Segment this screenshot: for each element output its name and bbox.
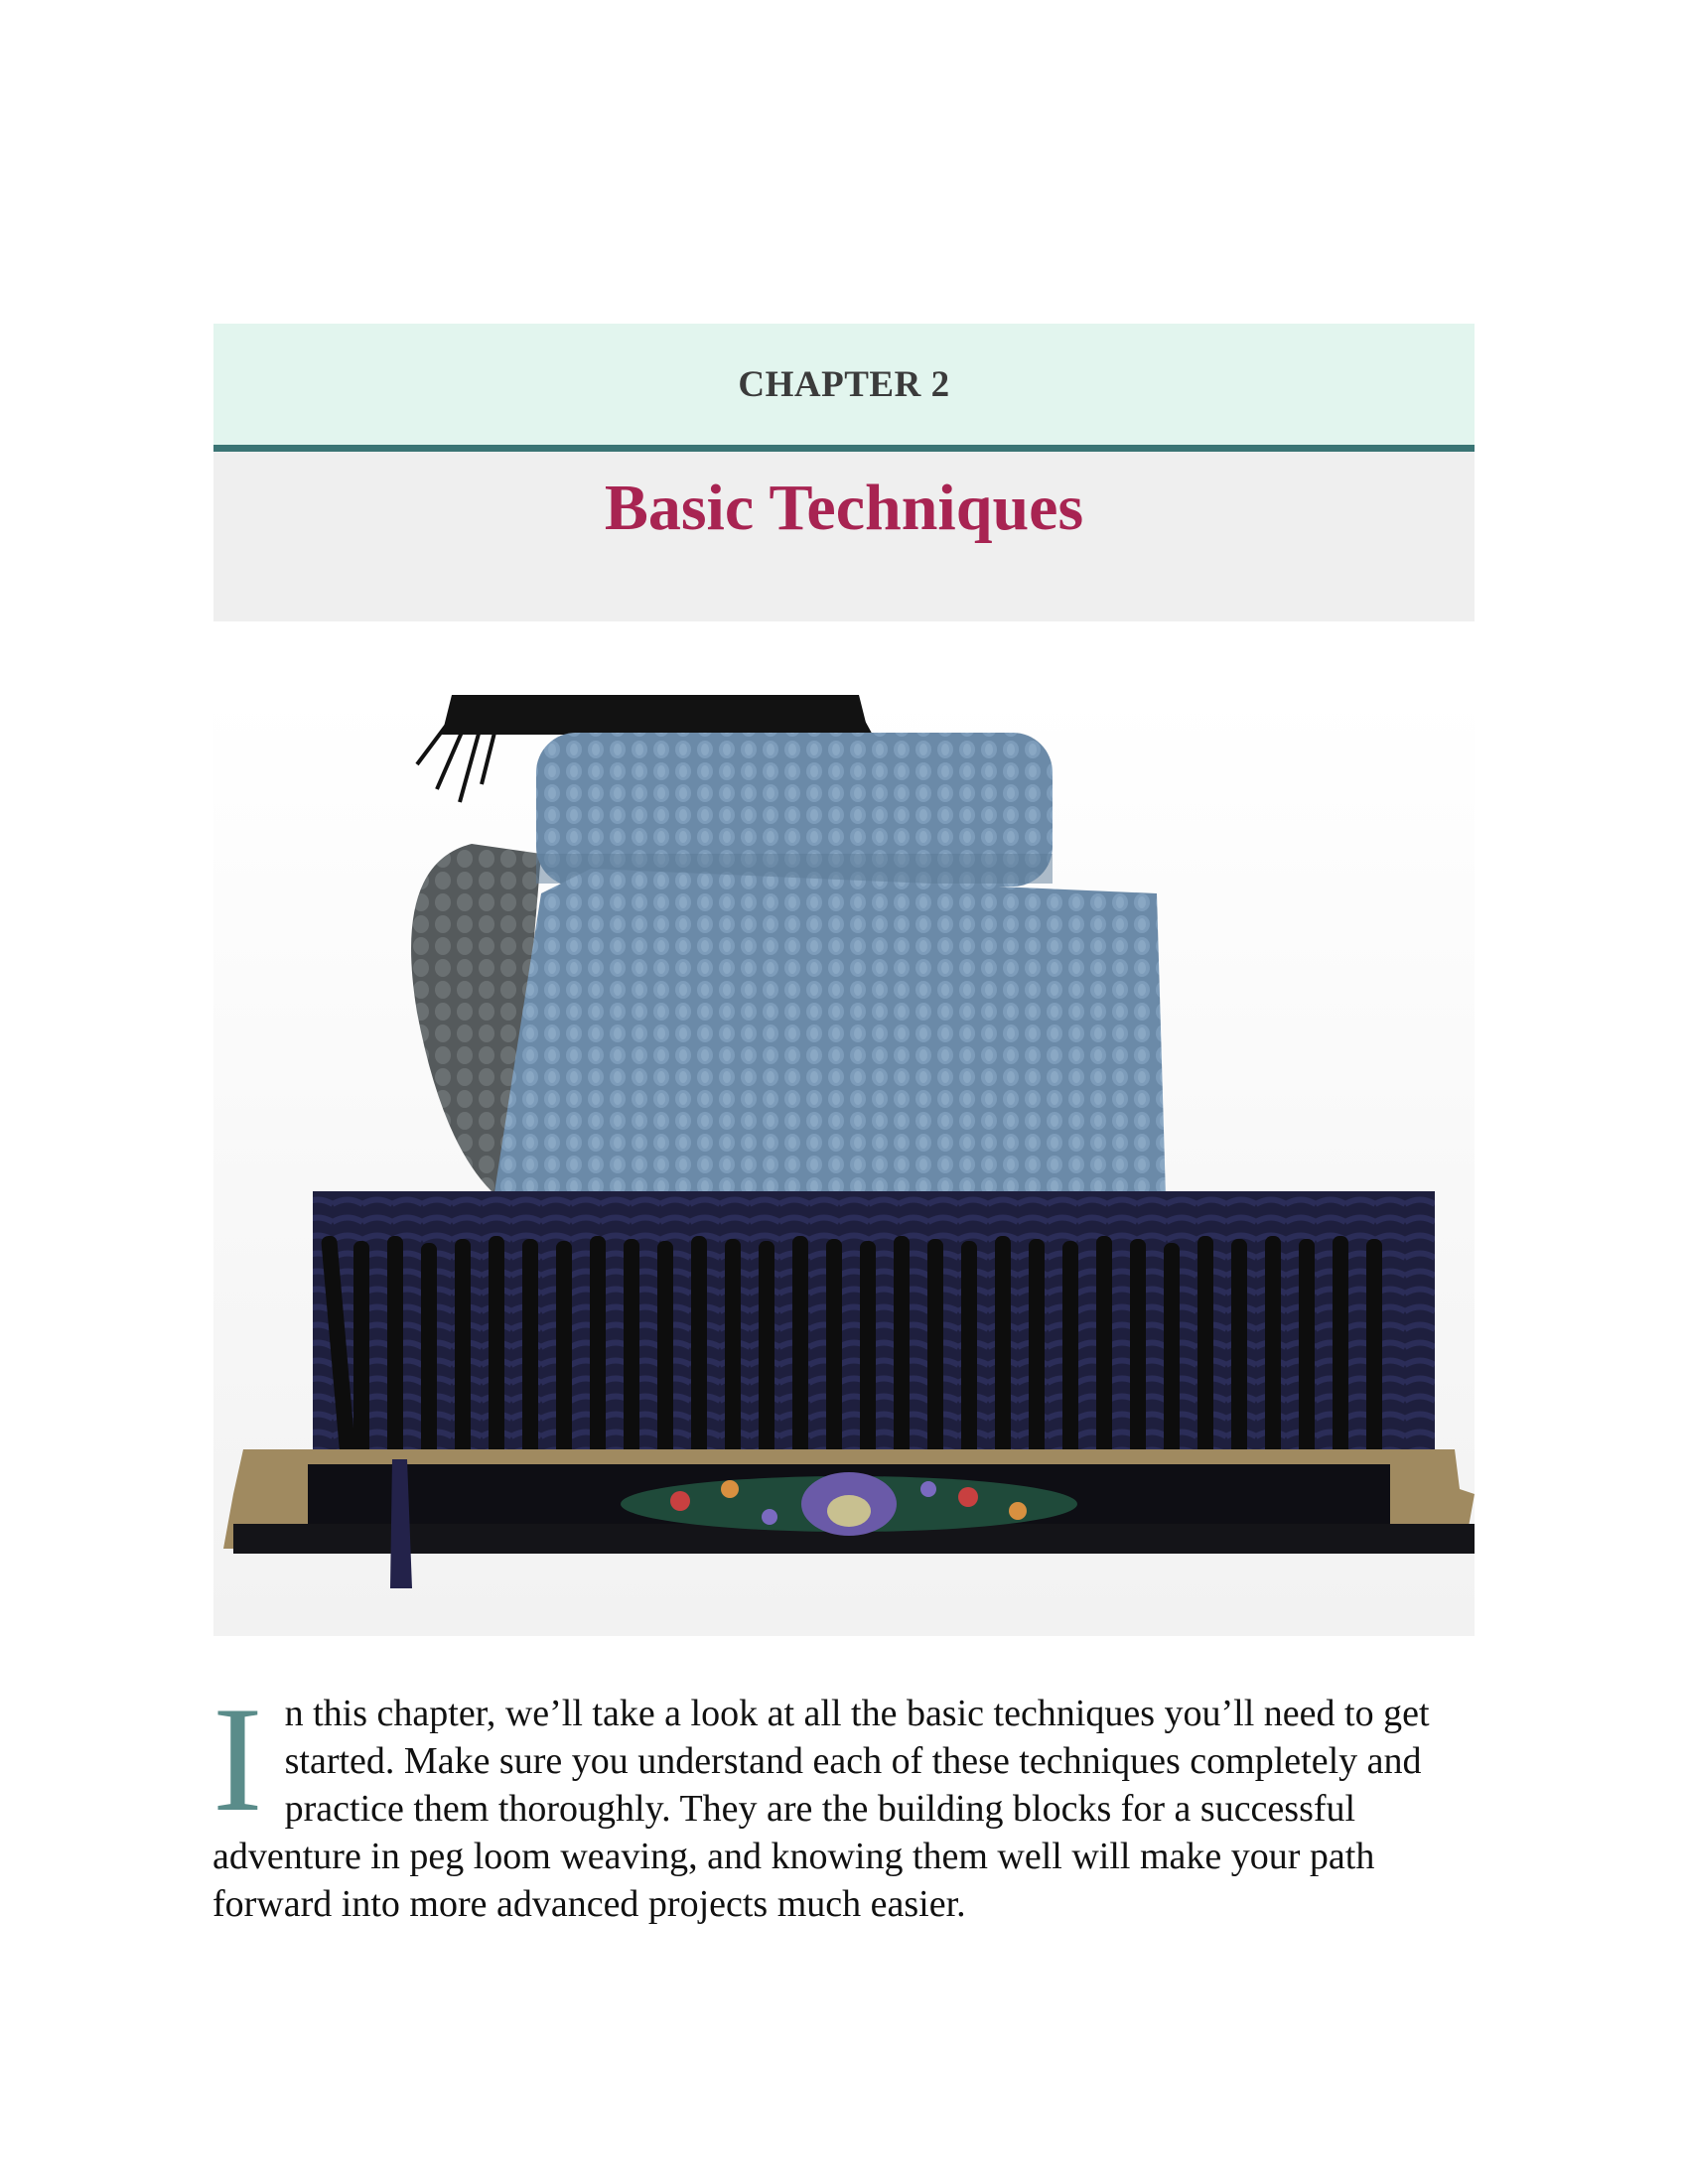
drop-cap: I (212, 1676, 263, 1843)
intro-paragraph (212, 1676, 1483, 1928)
loom-photo (213, 695, 1475, 1636)
loom-photo-illustration (213, 695, 1475, 1636)
chapter-title-band (213, 452, 1475, 621)
chapter-header-band (213, 324, 1475, 445)
intro-text: n this chapter, we’ll take a look at all the basic techniques you’ll need to get started. Make sure you understand each of these techniques completely and practice them thoroughly. They are the building blocks for a successful adventure in peg loom weaving, and knowing them well will make your path forward into more advanced projects much easier. (212, 1693, 1430, 1925)
loom-base (223, 1449, 1475, 1554)
chapter-divider (213, 445, 1475, 452)
chapter-title: Basic Techniques (604, 472, 1084, 545)
chapter-label: CHAPTER 2 (738, 363, 950, 405)
